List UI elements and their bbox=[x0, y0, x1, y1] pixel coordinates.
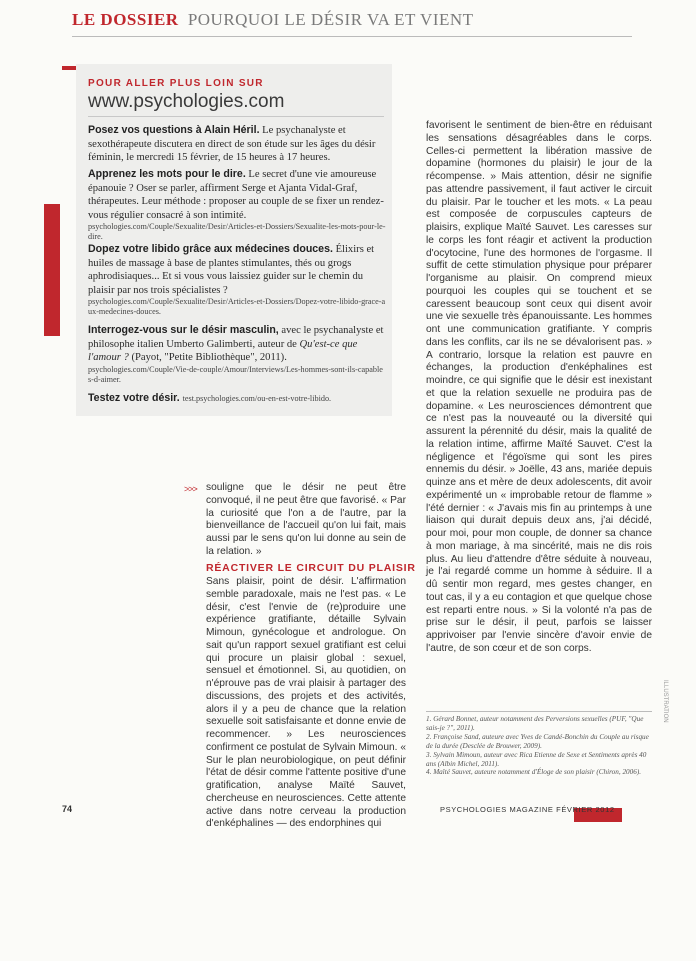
footnote: 2. Françoise Sand, auteure avec Yves de Candé-Bonchin du Couple au risque de la durée (Desclée de Brouwer, 2009). bbox=[426, 732, 649, 750]
book-title: Qu'est-ce que l'amour ? bbox=[88, 338, 358, 364]
website-link[interactable]: www.psychologies.com bbox=[88, 91, 285, 112]
footnote: 4. Maïté Sauvet, auteure notamment d'Éloge de son plaisir (Chiron, 2006). bbox=[426, 768, 642, 777]
left-margin-red-bar bbox=[44, 204, 60, 336]
item-body: Le psychanalyste et sexothérapeute discutera en direct de son étude sur les âges du désir féminin, le mercredi 15 février, de 15 heures à 17 heures. bbox=[88, 125, 376, 164]
continuation-marker: >>> bbox=[184, 484, 197, 494]
box-corner-accent bbox=[62, 66, 76, 70]
box-item-ask-questions bbox=[88, 124, 386, 165]
page-number: 74 bbox=[62, 804, 73, 814]
item-link[interactable]: psychologies.com/Couple/Sexualite/Desir/Articles-et-Dossiers/Dopez-votre-libido-grace-aux-medecines-douces. bbox=[88, 297, 386, 317]
item-lead: Apprenez les mots pour le dire. bbox=[88, 168, 246, 180]
box-divider bbox=[88, 116, 384, 117]
footnote: 3. Sylvain Mimoun, auteur avec Rica Etienne de Sexe et Sentiments après 40 ans (Albin Michel, 2011). bbox=[426, 750, 647, 768]
item-body: avec le psychanalyste et philosophe italien Umberto Galimberti, auteur de bbox=[88, 325, 384, 350]
box-item-masculine-desire bbox=[88, 324, 386, 385]
footnote-rule bbox=[426, 711, 652, 712]
item-link[interactable]: test.psychologies.com/ou-en-est-votre-libido. bbox=[182, 394, 332, 403]
item-lead: Testez votre désir. bbox=[88, 392, 180, 404]
running-header bbox=[72, 10, 474, 30]
item-body-2: (Payot, "Petite Bibliothèque", 2011). bbox=[128, 352, 287, 364]
left-column-intro: souligne que le désir ne peut être convoqué, il ne peut être que favorisé. « Par la curiosité que l'on a de l'autre, par la bienveillance de l'accueil qu'on lui fait, mais aussi par le sens qu'on lui donne au sein de la relation. » bbox=[206, 482, 406, 557]
box-item-test bbox=[88, 392, 386, 405]
item-link[interactable]: psychologies.com/Couple/Vie-de-couple/Amour/Interviews/Les-hommes-sont-ils-capables-d-aimer. bbox=[88, 364, 383, 384]
item-lead: Interrogez-vous sur le désir masculin, bbox=[88, 324, 279, 336]
item-body: Le secret d'une vie amoureuse épanouie ? Oser se parler, affirment Serge et Ajanta Vidal-Graf, thérapeutes. Leur méthode : proposer au couple de se fixer un rendez-vous régulier consacré à son intimité. bbox=[88, 169, 384, 221]
left-column-body: Sans plaisir, point de désir. L'affirmation semble paradoxale, mais ne l'est pas. « Le désir, c'est l'envie de (re)produire une expérience gratifiante, détaille Sylvain Mimoun, gynécologue et andrologue. On sait qu'un rapport sexuel gratifiant est celui qui procure un plaisir global : sexuel, sensuel et émotionnel. Si, au quotidien, on n'éprouve pas de vrai plaisir à partager des discussions, des projets et des activités, alors il y a peu de chance que la relation sexuelle soit satisfaisante et donne envie de recommencer. » Les neurosciences confirment ce postulat de Sylvain Mimoun. « Sur le plan neurobiologique, on peut définir l'état de désir comme l'attente positive d'une gratification, analyse Maïté Sauvet, chercheuse en neurosciences. Cette attente active dans notre cerveau la production d'enképhalines — des endorphines qui bbox=[206, 576, 406, 830]
dossier-title: POURQUOI LE DÉSIR VA ET VIENT bbox=[187, 10, 474, 29]
item-lead: Posez vos questions à Alain Héril. bbox=[88, 124, 260, 136]
magazine-issue: PSYCHOLOGIES MAGAZINE FÉVRIER 2012 bbox=[440, 805, 615, 814]
right-column-text: favorisent le sentiment de bien-être en réduisant les sensations désagréables dans le corps. Celles-ci permettent la libération massive de dopamine (hormones du plaisir) le jour de la récompense. » Mais attention, désir ne signifie pas attendre passivement, il faut activer le circuit du plaisir. Par le toucher et les mots. « La peau est composée de corpuscules capteurs de plaisirs, explique Maïté Sauvet. Les caresses sur le corps les font réagir et activent la production d'ocytocine, l'une des hormones de l'orgasme. Il suffit de cette stimulation physique pour préparer l'organisme au plaisir. On comprend mieux pourquoi les couples qui se touchent et se caressent beaucoup sont ceux qui disent avoir une vie sexuelle très épanouissante. Les hommes ont une communication gratifiante. Y compris dans les conflits, car ils ne se dévalorisent pas. » A contrario, lorsque la relation est pauvre en échanges, la production d'enképhalines est moindre, ce qui signifie que le désir est inexistant et que la relation sexuelle ne produira pas de dopamine. « Les neurosciences démontrent que ce n'est pas la nouveauté ou la diversité qui assurent la pérennité du désir, mais la qualité de la relation intime, affirme Maïté Sauvet. C'est la négligence et l'égoïsme qui sont les pires ennemis du désir. » Joëlle, 43 ans, mariée depuis quinze ans et mère de deux adolescents, dit avoir expérimenté un « improbable retour de flamme » l'été dernier : « J'avais mis fin au printemps à une liaison qui durait depuis deux ans, j'ai décidé, pour moi, pour mon couple, de donner sa chance à mon mariage, à ma sincérité, mais ne dis rois plus. Au lieu d'attendre d'être séduite à nouveau, je l'ai regardé comme un homme à séduire. Il a dû sentir mon regard, mes gestes changer, en tout cas, il y a eu contagion et que quelque chose est reparti entre nous. » Si la volonté n'a pas de prise sur le désir, il peut, parfois se laisser apprivoiser par l'envie sincère d'avoir envie de l'autre, de son cœur et de son corps. bbox=[426, 120, 652, 654]
item-lead: Dopez votre libido grâce aux médecines douces. bbox=[88, 243, 333, 255]
section-subhead: RÉACTIVER LE CIRCUIT DU PLAISIR bbox=[206, 562, 416, 574]
box-item-words bbox=[88, 168, 386, 242]
box-item-libido bbox=[88, 243, 386, 317]
side-credit: ILLUSTRATION bbox=[662, 680, 668, 723]
footnote: 1. Gérard Bonnet, auteur notamment des Perversions sexuelles (PUF, "Que sais-je ?", 2011). bbox=[426, 715, 644, 732]
section-name: LE DOSSIER bbox=[72, 10, 179, 29]
item-link[interactable]: psychologies.com/Couple/Sexualite/Desir/Articles-et-Dossiers/Sexualite-les-mots-pour-le-dire. bbox=[88, 222, 386, 242]
box-kicker: POUR ALLER PLUS LOIN SUR bbox=[88, 78, 264, 89]
header-rule bbox=[72, 36, 632, 37]
item-body: Élixirs et huiles de massage à base de plantes stimulantes, thés ou grogs aphrodisiaques... Et si vous vous laissiez guider sur le chemin du plaisir par nos trois spécialistes ? bbox=[88, 244, 375, 296]
footnotes bbox=[426, 715, 652, 795]
